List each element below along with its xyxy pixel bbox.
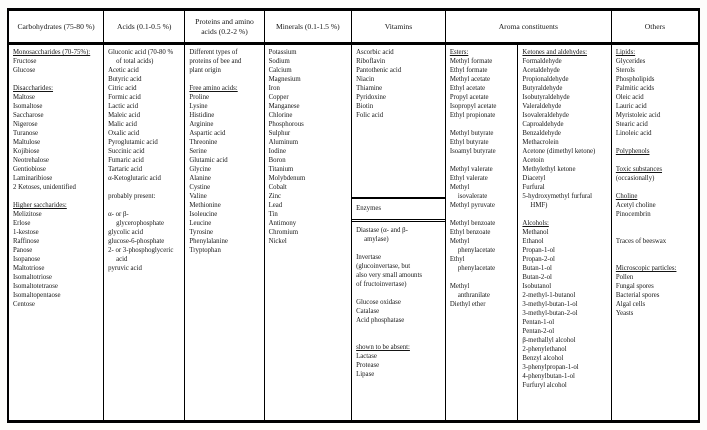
section-header: Ketones and aldehydes: bbox=[522, 49, 587, 56]
table-line: Benzyl alcohol bbox=[522, 355, 564, 362]
column-header-proteins: Proteins and amino acids (0.2-2 %) bbox=[185, 11, 264, 42]
table-line: plant origin bbox=[189, 67, 221, 74]
table-line: Diastase (α- and β- bbox=[356, 227, 408, 234]
table-line: Benzaldehyde bbox=[522, 130, 561, 137]
table-line: Citric acid bbox=[108, 85, 137, 92]
table-line: Acetone (dimethyl ketone) bbox=[522, 148, 596, 155]
table-line: Sulphur bbox=[268, 130, 291, 137]
table-line: Titanium bbox=[268, 166, 294, 173]
table-line bbox=[108, 183, 182, 192]
table-line bbox=[616, 219, 696, 228]
table-line: Tyrosine bbox=[189, 229, 214, 236]
column-minerals bbox=[265, 45, 353, 420]
column-header-carbohydrates: Carbohydrates (75-80 %) bbox=[9, 11, 104, 42]
table-line: Calcium bbox=[268, 67, 292, 74]
table-line: Neotrehalose bbox=[13, 157, 49, 164]
table-line: Traces of beeswax bbox=[615, 238, 667, 245]
table-line: Methyl butyrate bbox=[449, 130, 494, 137]
table-line: Saccharose bbox=[13, 112, 44, 119]
table-line: Phenylalanine bbox=[189, 238, 228, 245]
table-line: Methanol bbox=[522, 229, 549, 236]
column-acids bbox=[104, 45, 185, 420]
table-line: 2-phenylethanol bbox=[522, 346, 567, 353]
table-line: Isoamyl butyrate bbox=[449, 148, 496, 155]
table-line: Serine bbox=[189, 148, 207, 155]
table-line: Pinocembrin bbox=[615, 211, 651, 218]
table-line: Folic acid bbox=[356, 112, 384, 119]
table-line: Boron bbox=[268, 157, 286, 164]
table-line bbox=[616, 138, 696, 147]
table-line bbox=[616, 183, 696, 192]
table-line: Diacetyl bbox=[522, 175, 546, 182]
table-line: Leucine bbox=[189, 220, 212, 227]
table-line: also very small amounts bbox=[356, 272, 422, 279]
table-line: Kojibiose bbox=[13, 148, 40, 155]
column-others bbox=[612, 45, 698, 420]
table-line: Yeasts bbox=[615, 310, 634, 317]
section-header: Toxic substances bbox=[615, 166, 663, 173]
section-header: shown to be absent: bbox=[356, 344, 410, 351]
table-line: Niacin bbox=[356, 76, 375, 83]
table-line: Propan-1-ol bbox=[522, 247, 555, 254]
vitamins-sub-section-banner: Enzymes bbox=[352, 197, 445, 222]
table-line: Lysine bbox=[189, 103, 208, 110]
table-line bbox=[616, 255, 696, 264]
table-line: Lactase bbox=[356, 353, 377, 360]
table-line: Methyl formate bbox=[449, 58, 493, 65]
table-line: Isoleucine bbox=[189, 211, 218, 218]
table-line: Propyl acetate bbox=[449, 94, 489, 101]
table-line: glycerophosphate bbox=[116, 220, 165, 227]
table-line: Fructose bbox=[13, 58, 37, 65]
table-line: Magnesium bbox=[268, 76, 301, 83]
table-line: Maleic acid bbox=[108, 112, 140, 119]
column-carbohydrates bbox=[9, 45, 104, 420]
section-header: Choline bbox=[615, 193, 638, 200]
section-header: Free amino acids: bbox=[189, 85, 238, 92]
table-line: α- or β- bbox=[108, 211, 129, 218]
table-line: Oxalic acid bbox=[108, 130, 140, 137]
table-line: Ethyl acetate bbox=[449, 85, 486, 92]
table-line: Butyraldehyde bbox=[522, 85, 563, 92]
table-line: Methyl bbox=[449, 238, 470, 245]
table-line: 4-phenylbutan-1-ol bbox=[522, 373, 575, 380]
table-line: Pollen bbox=[615, 274, 634, 281]
table-line bbox=[356, 289, 443, 298]
table-line: Methylethyl ketone bbox=[522, 166, 576, 173]
table-line: Bacterial spores bbox=[615, 292, 660, 299]
table-line: Laminaribiose bbox=[13, 175, 53, 182]
table-line: Iron bbox=[268, 85, 280, 92]
table-line bbox=[13, 75, 101, 84]
table-line: Molybdenum bbox=[268, 175, 306, 182]
table-line: Potassium bbox=[268, 49, 297, 56]
table-line: Ethyl propionate bbox=[449, 112, 496, 119]
table-line: Pantothenic acid bbox=[356, 67, 402, 74]
table-line: Formic acid bbox=[108, 94, 141, 101]
table-line: Valine bbox=[189, 193, 207, 200]
table-line: Proline bbox=[189, 94, 210, 101]
table-line: Raffinose bbox=[13, 238, 40, 245]
table-line: 3-phenylpropan-1-ol bbox=[522, 364, 579, 371]
table-line bbox=[189, 75, 261, 84]
table-line: Cystine bbox=[189, 184, 211, 191]
table-line: Isobutyraldehyde bbox=[522, 94, 570, 101]
table-line: Methyl benzoate bbox=[449, 220, 496, 227]
table-line: Gentiobiose bbox=[13, 166, 46, 173]
table-line: Ethyl bbox=[449, 256, 465, 263]
section-header: Disaccharides: bbox=[13, 85, 54, 92]
table-line: Centose bbox=[13, 301, 35, 308]
table-line: α-Ketoglutaric acid bbox=[108, 175, 161, 182]
table-line: of total acids) bbox=[116, 58, 154, 65]
table-line: Caproaldehyde bbox=[522, 121, 564, 128]
table-line: Propan-2-ol bbox=[522, 256, 555, 263]
vitamins-spacer bbox=[356, 120, 443, 197]
table-line: Biotin bbox=[356, 103, 374, 110]
table-line: Sodium bbox=[268, 58, 290, 65]
table-line: Isomaltotetraose bbox=[13, 283, 58, 290]
table-line: Fungal spores bbox=[615, 283, 654, 290]
table-line: Gluconic acid (70-80 % bbox=[108, 49, 174, 56]
table-line bbox=[450, 156, 516, 165]
table-line: Isobutanol bbox=[522, 283, 552, 290]
table-line: (occasionally) bbox=[615, 175, 655, 182]
table-line: Pyridoxine bbox=[356, 94, 386, 101]
table-line: amylase) bbox=[364, 236, 389, 243]
section-header: Microscopic particles: bbox=[615, 265, 677, 272]
table-line: 2 Ketoses, unidentified bbox=[13, 184, 76, 191]
table-line bbox=[356, 325, 443, 334]
table-line: Panose bbox=[13, 247, 33, 254]
table-line: of fructoinvertase) bbox=[356, 281, 407, 288]
table-line: proteins of bee and bbox=[189, 58, 242, 65]
table-line: Alanine bbox=[189, 175, 211, 182]
table-line: Methionine bbox=[189, 202, 221, 209]
table-line: Isomaltose bbox=[13, 103, 43, 110]
table-line: Ethyl butyrate bbox=[449, 139, 489, 146]
section-header: Higher saccharides: bbox=[13, 202, 67, 209]
table-line: Copper bbox=[268, 94, 289, 101]
table-line: Furfural bbox=[522, 184, 545, 191]
table-line: Methyl bbox=[449, 283, 470, 290]
table-line: Antimony bbox=[268, 220, 297, 227]
section-header: Lipids: bbox=[615, 49, 636, 56]
table-line: Isovaleraldehyde bbox=[522, 112, 569, 119]
table-line: Isopanose bbox=[13, 256, 41, 263]
table-line: Ethanol bbox=[522, 238, 544, 245]
table-line: Different types of bbox=[189, 49, 238, 56]
table-line: phenylacetate bbox=[457, 247, 496, 254]
section-header: Alcohols: bbox=[522, 220, 549, 227]
table-line: Methyl valerate bbox=[449, 166, 493, 173]
table-line: glycolic acid bbox=[108, 229, 143, 236]
table-line: Algal cells bbox=[615, 301, 646, 308]
table-line: 1-kestose bbox=[13, 229, 39, 236]
table-line: Nigerose bbox=[13, 121, 38, 128]
table-line: Pentan-2-ol bbox=[522, 328, 555, 335]
table-line: Lipase bbox=[356, 371, 375, 378]
table-line: Glucose oxidase bbox=[356, 299, 401, 306]
table-line: Acid phosphatase bbox=[356, 317, 405, 324]
table-line: Isomaltopentaose bbox=[13, 292, 61, 299]
table-line bbox=[450, 210, 516, 219]
table-line: Arginine bbox=[189, 121, 214, 128]
table-line bbox=[616, 246, 696, 255]
table-line: Protease bbox=[356, 362, 380, 369]
table-line: Methacrolein bbox=[522, 139, 559, 146]
table-line: Lead bbox=[268, 202, 283, 209]
table-line bbox=[450, 120, 516, 129]
column-header-others: Others bbox=[644, 21, 666, 31]
column-header-acids: Acids (0.1-0.5 %) bbox=[104, 11, 185, 42]
table-line: Lactic acid bbox=[108, 103, 139, 110]
table-line: Linoleic acid bbox=[615, 130, 652, 137]
table-line: 3-methyl-butan-2-ol bbox=[522, 310, 578, 317]
table-line: β-methallyl alcohol bbox=[522, 337, 576, 344]
section-header: Polyphenols bbox=[615, 148, 650, 155]
table-line bbox=[13, 192, 101, 201]
table-line: Catalase bbox=[356, 308, 380, 315]
table-line: Threonine bbox=[189, 139, 218, 146]
table-line: Furfuryl alcohol bbox=[522, 382, 567, 389]
table-line: Methyl acetate bbox=[449, 76, 491, 83]
table-line: phenylacetate bbox=[457, 265, 496, 272]
table-line bbox=[108, 201, 182, 210]
table-line: Maltotriose bbox=[13, 265, 45, 272]
table-line: Phosphorous bbox=[268, 121, 304, 128]
table-line: Erlose bbox=[13, 220, 31, 227]
table-line bbox=[522, 210, 608, 219]
table-line: Cobalt bbox=[268, 184, 287, 191]
table-line: 5-hydroxymethyl furfural bbox=[522, 193, 593, 200]
table-line: Tryptophan bbox=[189, 247, 221, 254]
table-line: Glucose bbox=[13, 67, 36, 74]
table-line: Pentan-1-ol bbox=[522, 319, 555, 326]
table-line: Tartaric acid bbox=[108, 166, 143, 173]
table-line: Myristoleic acid bbox=[615, 112, 661, 119]
table-line: Butan-1-ol bbox=[522, 265, 552, 272]
table-line bbox=[450, 273, 516, 282]
column-aroma bbox=[446, 45, 612, 420]
table-line: Formaldehyde bbox=[522, 58, 562, 65]
table-line: Zinc bbox=[268, 193, 282, 200]
table-line: 2-methyl-1-butanol bbox=[522, 292, 576, 299]
table-line: Lauric acid bbox=[615, 103, 647, 110]
table-line: Ethyl formate bbox=[449, 67, 488, 74]
table-line: pyruvic acid bbox=[108, 265, 142, 272]
table-line: Thiamine bbox=[356, 85, 383, 92]
table-line: Stearic acid bbox=[615, 121, 648, 128]
section-header: Esters: bbox=[449, 49, 469, 56]
column-header-minerals: Minerals (0.1-1.5 %) bbox=[265, 11, 353, 42]
table-line: Chromium bbox=[268, 229, 299, 236]
column-proteins bbox=[185, 45, 264, 420]
table-line: Acetyl choline bbox=[615, 202, 656, 209]
table-body-row bbox=[9, 45, 698, 420]
table-line: Methyl pyruvate bbox=[449, 202, 495, 209]
table-line: Tin bbox=[268, 211, 278, 218]
table-line: Butyric acid bbox=[108, 76, 142, 83]
table-line: (glucoinvertase, but bbox=[356, 263, 411, 270]
table-header-row bbox=[9, 11, 698, 45]
table-line: Succinic acid bbox=[108, 148, 145, 155]
column-aroma-sub-1 bbox=[446, 45, 519, 420]
section-header: Monosaccharides (70-75%): bbox=[13, 49, 91, 56]
table-line: Methyl bbox=[449, 184, 470, 191]
column-header-aroma: Aroma constituents bbox=[446, 11, 612, 42]
table-line: 2- or 3-phosphoglyceric bbox=[108, 247, 174, 254]
table-line: Propionaldehyde bbox=[522, 76, 569, 83]
table-line: anthranilate bbox=[457, 292, 490, 299]
table-line: Glycine bbox=[189, 166, 211, 173]
honey-composition-table bbox=[7, 8, 700, 423]
table-line: Ethyl valerate bbox=[449, 175, 488, 182]
table-line: Nickel bbox=[268, 238, 287, 245]
table-line: HMF) bbox=[530, 202, 548, 209]
table-line: Palmitic acids bbox=[615, 85, 655, 92]
table-line: Chlorine bbox=[268, 112, 293, 119]
table-line: Glycerides bbox=[615, 58, 646, 65]
table-line: Sterols bbox=[615, 67, 635, 74]
table-line: Maltose bbox=[13, 94, 35, 101]
table-line: Acetic acid bbox=[108, 67, 139, 74]
table-line: Acetaldehyde bbox=[522, 67, 560, 74]
table-line: Isomaltotriose bbox=[13, 274, 52, 281]
column-vitamins bbox=[352, 45, 446, 420]
table-line: acid bbox=[116, 256, 128, 263]
table-line: Melizitose bbox=[13, 211, 42, 218]
table-line: Manganese bbox=[268, 103, 300, 110]
table-line: glucose-6-phosphate bbox=[108, 238, 165, 245]
table-line: Malic acid bbox=[108, 121, 137, 128]
table-line bbox=[356, 334, 443, 343]
table-line: Diethyl ether bbox=[449, 301, 486, 308]
table-line: Maltulose bbox=[13, 139, 41, 146]
table-line: Valeraldehyde bbox=[522, 103, 562, 110]
table-line: Oleic acid bbox=[615, 94, 644, 101]
table-line: Isopropyl acetate bbox=[449, 103, 497, 110]
table-line bbox=[356, 244, 443, 253]
table-line bbox=[616, 156, 696, 165]
table-line: Turanose bbox=[13, 130, 39, 137]
table-line: Riboflavin bbox=[356, 58, 386, 65]
table-line: Acetoin bbox=[522, 157, 544, 164]
table-line: Invertase bbox=[356, 254, 382, 261]
table-line: Butan-2-ol bbox=[522, 274, 552, 281]
table-line: Ethyl benzoate bbox=[449, 229, 491, 236]
table-line: Aluminum bbox=[268, 139, 299, 146]
table-line: 3-methyl-butan-1-ol bbox=[522, 301, 578, 308]
table-line: Phospholipids bbox=[615, 76, 655, 83]
table-line: Glutamic acid bbox=[189, 157, 228, 164]
table-line bbox=[616, 228, 696, 237]
table-line: Histidine bbox=[189, 112, 215, 119]
column-header-vitamins: Vitamins bbox=[352, 11, 446, 42]
table-line: probably present: bbox=[108, 193, 156, 200]
column-aroma-sub-2 bbox=[518, 45, 610, 420]
table-line: Pyroglutamic acid bbox=[108, 139, 158, 146]
table-line: Aspartic acid bbox=[189, 130, 226, 137]
table-line: Iodine bbox=[268, 148, 286, 155]
table-line: Fumaric acid bbox=[108, 157, 144, 164]
table-line: Ascorbic acid bbox=[356, 49, 394, 56]
table-line: isovalerate bbox=[457, 193, 488, 200]
